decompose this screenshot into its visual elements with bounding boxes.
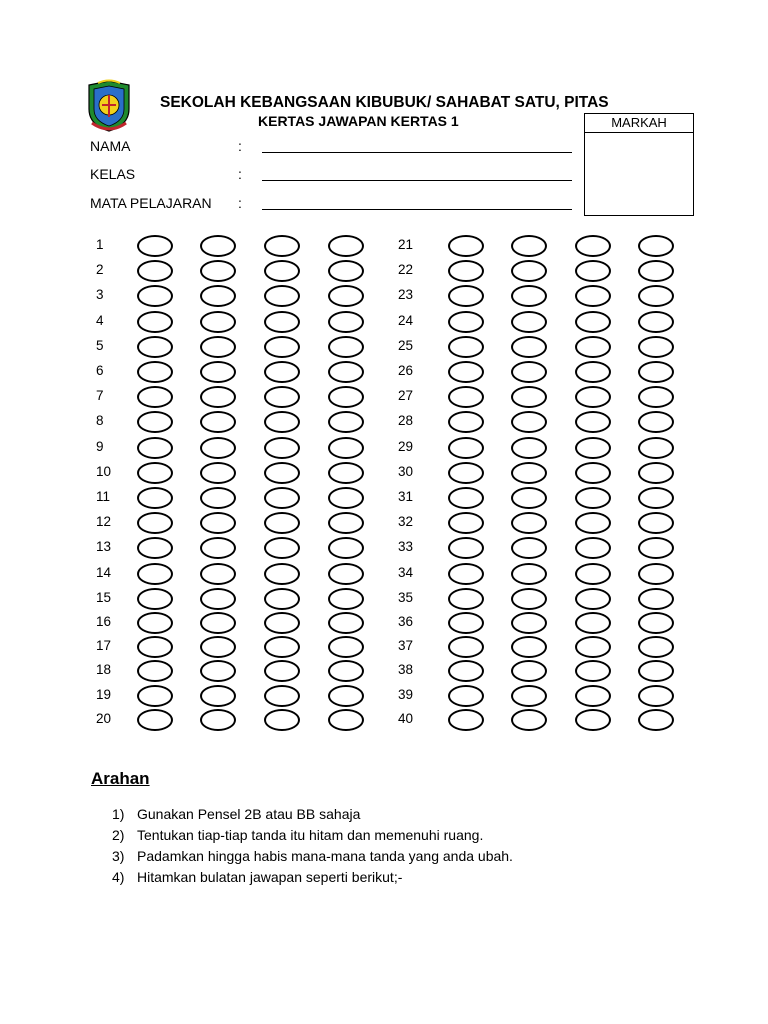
answer-bubble[interactable] — [328, 462, 364, 484]
school-name: SEKOLAH KEBANGSAAN KIBUBUK/ SAHABAT SATU, PITAS — [160, 94, 609, 111]
answer-bubble[interactable] — [328, 563, 364, 585]
answer-bubble[interactable] — [328, 285, 364, 307]
instruction-item — [112, 827, 483, 843]
markah-label: MARKAH — [585, 114, 693, 133]
answer-bubble[interactable] — [511, 411, 547, 433]
instruction-item — [112, 869, 402, 885]
answer-bubble[interactable] — [638, 235, 674, 257]
question-number: 37 — [398, 638, 414, 654]
answer-bubble[interactable] — [448, 537, 484, 559]
answer-bubble[interactable] — [511, 709, 547, 731]
answer-bubble[interactable] — [575, 386, 611, 408]
answer-bubble[interactable] — [638, 487, 674, 509]
kelas-colon: : — [238, 166, 242, 182]
answer-bubble[interactable] — [511, 462, 547, 484]
answer-bubble[interactable] — [264, 685, 300, 707]
answer-bubble[interactable] — [200, 285, 236, 307]
instruction-item — [112, 848, 513, 864]
answer-bubble[interactable] — [200, 709, 236, 731]
answer-bubble[interactable] — [511, 437, 547, 459]
question-number: 28 — [398, 413, 414, 429]
answer-bubble[interactable] — [200, 260, 236, 282]
answer-bubble[interactable] — [511, 487, 547, 509]
answer-bubble[interactable] — [137, 260, 173, 282]
answer-bubble[interactable] — [200, 411, 236, 433]
question-number: 21 — [398, 237, 414, 252]
mata-pelajaran-label: MATA PELAJARAN — [90, 195, 212, 211]
answer-bubble[interactable] — [264, 336, 300, 358]
answer-bubble[interactable] — [264, 563, 300, 585]
answer-bubble[interactable] — [638, 685, 674, 707]
answer-bubble[interactable] — [638, 386, 674, 408]
instruction-number: 1) — [112, 806, 125, 822]
answer-bubble[interactable] — [200, 386, 236, 408]
answer-bubble[interactable] — [511, 311, 547, 333]
question-number: 18 — [96, 662, 112, 678]
answer-bubble[interactable] — [448, 386, 484, 408]
question-number: 3 — [96, 287, 104, 303]
answer-bubble[interactable] — [575, 588, 611, 610]
answer-bubble[interactable] — [575, 336, 611, 358]
answer-bubble[interactable] — [575, 612, 611, 634]
answer-bubble[interactable] — [328, 386, 364, 408]
question-number: 19 — [96, 686, 112, 702]
question-number: 29 — [398, 438, 414, 454]
answer-bubble[interactable] — [328, 311, 364, 333]
answer-bubble[interactable] — [137, 685, 173, 707]
answer-bubble[interactable] — [328, 437, 364, 459]
answer-bubble[interactable] — [448, 709, 484, 731]
question-number: 8 — [96, 413, 104, 429]
answer-bubble[interactable] — [264, 487, 300, 509]
answer-bubble[interactable] — [264, 260, 300, 282]
question-number: 40 — [398, 710, 414, 726]
answer-bubble[interactable] — [638, 636, 674, 658]
answer-bubble[interactable] — [328, 361, 364, 383]
answer-bubble[interactable] — [200, 563, 236, 585]
instruction-item — [112, 806, 360, 822]
answer-bubble[interactable] — [328, 660, 364, 682]
answer-bubble[interactable] — [638, 512, 674, 534]
answer-bubble[interactable] — [264, 636, 300, 658]
answer-bubble[interactable] — [511, 386, 547, 408]
answer-bubble[interactable] — [448, 411, 484, 433]
question-number: 7 — [96, 388, 104, 404]
answer-bubble[interactable] — [448, 361, 484, 383]
question-number: 34 — [398, 564, 414, 580]
answer-bubble[interactable] — [448, 588, 484, 610]
answer-bubble[interactable] — [137, 537, 173, 559]
answer-bubble[interactable] — [448, 336, 484, 358]
question-number: 20 — [96, 710, 112, 726]
question-number: 5 — [96, 337, 104, 353]
answer-bubble[interactable] — [511, 260, 547, 282]
answer-bubble[interactable] — [200, 361, 236, 383]
answer-bubble[interactable] — [638, 311, 674, 333]
question-number: 16 — [96, 614, 112, 629]
answer-bubble[interactable] — [264, 285, 300, 307]
answer-bubble[interactable] — [575, 563, 611, 585]
question-number: 4 — [96, 312, 104, 328]
answer-bubble[interactable] — [328, 612, 364, 634]
instruction-text: Hitamkan bulatan jawapan seperti berikut;- — [137, 869, 403, 885]
answer-bubble[interactable] — [575, 512, 611, 534]
answer-bubble[interactable] — [264, 612, 300, 634]
kelas-label: KELAS — [90, 166, 136, 182]
answer-bubble[interactable] — [264, 537, 300, 559]
answer-bubble[interactable] — [575, 411, 611, 433]
answer-bubble[interactable] — [264, 235, 300, 257]
answer-bubble[interactable] — [200, 636, 236, 658]
question-number: 36 — [398, 614, 414, 629]
answer-bubble[interactable] — [448, 437, 484, 459]
answer-bubble[interactable] — [448, 685, 484, 707]
answer-bubble[interactable] — [575, 487, 611, 509]
question-number: 26 — [398, 363, 414, 378]
answer-bubble[interactable] — [137, 311, 173, 333]
question-number: 1 — [96, 237, 104, 252]
question-number: 35 — [398, 589, 414, 605]
answer-bubble[interactable] — [448, 563, 484, 585]
instruction-text: Tentukan tiap-tiap tanda itu hitam dan memenuhi ruang. — [137, 827, 484, 843]
answer-bubble[interactable] — [638, 336, 674, 358]
answer-bubble[interactable] — [137, 386, 173, 408]
answer-bubble[interactable] — [638, 361, 674, 383]
instructions-title: Arahan — [91, 769, 150, 788]
instruction-number: 2) — [112, 827, 125, 843]
question-number: 22 — [398, 262, 414, 278]
paper-title: KERTAS JAWAPAN KERTAS 1 — [258, 113, 459, 129]
answer-bubble[interactable] — [200, 336, 236, 358]
question-number: 30 — [398, 463, 414, 479]
question-number: 12 — [96, 514, 112, 530]
answer-bubble[interactable] — [200, 512, 236, 534]
question-number: 23 — [398, 287, 414, 303]
answer-bubble[interactable] — [511, 235, 547, 257]
question-number: 14 — [96, 564, 112, 580]
answer-bubble[interactable] — [511, 537, 547, 559]
answer-bubble[interactable] — [575, 636, 611, 658]
answer-bubble[interactable] — [638, 660, 674, 682]
answer-bubble[interactable] — [264, 411, 300, 433]
answer-bubble[interactable] — [137, 636, 173, 658]
answer-bubble[interactable] — [448, 487, 484, 509]
answer-bubble[interactable] — [575, 311, 611, 333]
answer-bubble[interactable] — [137, 612, 173, 634]
answer-bubble[interactable] — [638, 462, 674, 484]
answer-bubble[interactable] — [511, 588, 547, 610]
answer-bubble[interactable] — [264, 709, 300, 731]
question-number: 39 — [398, 686, 414, 702]
answer-bubble[interactable] — [264, 588, 300, 610]
answer-bubble[interactable] — [575, 709, 611, 731]
answer-bubble[interactable] — [200, 437, 236, 459]
instruction-text: Padamkan hingga habis mana-mana tanda yang anda ubah. — [137, 848, 513, 864]
instruction-number: 4) — [112, 869, 125, 885]
question-number: 33 — [398, 539, 414, 555]
answer-bubble[interactable] — [137, 437, 173, 459]
answer-bubble[interactable] — [448, 311, 484, 333]
answer-bubble[interactable] — [638, 588, 674, 610]
answer-bubble[interactable] — [328, 709, 364, 731]
answer-bubble[interactable] — [575, 260, 611, 282]
answer-bubble[interactable] — [638, 612, 674, 634]
question-number: 32 — [398, 514, 414, 530]
answer-bubble[interactable] — [511, 660, 547, 682]
answer-bubble[interactable] — [264, 361, 300, 383]
answer-bubble[interactable] — [328, 636, 364, 658]
answer-bubble[interactable] — [200, 235, 236, 257]
question-number: 27 — [398, 388, 414, 404]
answer-bubble[interactable] — [448, 285, 484, 307]
answer-bubble[interactable] — [328, 537, 364, 559]
answer-bubble[interactable] — [200, 487, 236, 509]
answer-bubble[interactable] — [328, 588, 364, 610]
answer-bubble[interactable] — [200, 685, 236, 707]
answer-bubble[interactable] — [638, 563, 674, 585]
answer-bubble[interactable] — [511, 563, 547, 585]
question-number: 38 — [398, 662, 414, 678]
answer-bubble[interactable] — [137, 285, 173, 307]
answer-bubble[interactable] — [200, 537, 236, 559]
answer-bubble[interactable] — [264, 386, 300, 408]
answer-bubble[interactable] — [264, 512, 300, 534]
answer-bubble[interactable] — [137, 563, 173, 585]
answer-bubble[interactable] — [264, 311, 300, 333]
answer-bubble[interactable] — [575, 537, 611, 559]
answer-bubble[interactable] — [137, 709, 173, 731]
answer-bubble[interactable] — [511, 336, 547, 358]
answer-bubble[interactable] — [264, 660, 300, 682]
answer-bubble[interactable] — [137, 588, 173, 610]
answer-bubble[interactable] — [575, 285, 611, 307]
question-number: 15 — [96, 589, 112, 605]
answer-bubble[interactable] — [264, 462, 300, 484]
answer-bubble[interactable] — [448, 636, 484, 658]
answer-bubble[interactable] — [200, 462, 236, 484]
question-number: 10 — [96, 463, 112, 479]
answer-bubble[interactable] — [638, 437, 674, 459]
answer-bubble[interactable] — [511, 636, 547, 658]
answer-bubble[interactable] — [448, 462, 484, 484]
answer-bubble[interactable] — [448, 612, 484, 634]
answer-bubble[interactable] — [575, 462, 611, 484]
instruction-text: Gunakan Pensel 2B atau BB sahaja — [137, 806, 361, 822]
question-number: 2 — [96, 262, 104, 278]
answer-bubble[interactable] — [511, 685, 547, 707]
answer-bubble[interactable] — [575, 660, 611, 682]
answer-bubble[interactable] — [137, 336, 173, 358]
question-number: 17 — [96, 638, 112, 654]
question-number: 31 — [398, 489, 414, 504]
nama-label: NAMA — [90, 138, 131, 154]
answer-bubble[interactable] — [575, 437, 611, 459]
question-number: 24 — [398, 312, 414, 328]
answer-bubble[interactable] — [328, 235, 364, 257]
answer-bubble[interactable] — [200, 588, 236, 610]
instruction-number: 3) — [112, 848, 125, 864]
answer-bubble[interactable] — [137, 361, 173, 383]
answer-bubble[interactable] — [328, 260, 364, 282]
mata-pelajaran-colon: : — [238, 195, 242, 211]
answer-bubble[interactable] — [638, 285, 674, 307]
nama-colon: : — [238, 138, 242, 154]
answer-bubble[interactable] — [575, 361, 611, 383]
answer-bubble[interactable] — [200, 660, 236, 682]
answer-bubble[interactable] — [511, 512, 547, 534]
answer-bubble[interactable] — [137, 512, 173, 534]
answer-bubble[interactable] — [328, 411, 364, 433]
answer-bubble[interactable] — [200, 311, 236, 333]
answer-bubble[interactable] — [638, 709, 674, 731]
answer-bubble[interactable] — [448, 260, 484, 282]
answer-bubble[interactable] — [448, 660, 484, 682]
answer-bubble[interactable] — [328, 685, 364, 707]
question-number: 6 — [96, 363, 104, 378]
answer-bubble[interactable] — [638, 537, 674, 559]
answer-bubble[interactable] — [137, 411, 173, 433]
question-number: 25 — [398, 337, 414, 353]
answer-bubble[interactable] — [638, 260, 674, 282]
answer-bubble[interactable] — [448, 235, 484, 257]
answer-bubble[interactable] — [137, 235, 173, 257]
answer-bubble[interactable] — [511, 612, 547, 634]
answer-bubble[interactable] — [137, 462, 173, 484]
answer-bubble[interactable] — [575, 685, 611, 707]
question-number: 11 — [96, 489, 111, 504]
answer-bubble[interactable] — [511, 361, 547, 383]
answer-bubble[interactable] — [328, 487, 364, 509]
question-number: 13 — [96, 539, 112, 555]
answer-bubble[interactable] — [448, 512, 484, 534]
answer-bubble[interactable] — [638, 411, 674, 433]
answer-bubble[interactable] — [137, 487, 173, 509]
answer-bubble[interactable] — [137, 660, 173, 682]
answer-bubble[interactable] — [264, 437, 300, 459]
answer-bubble[interactable] — [511, 285, 547, 307]
answer-bubble[interactable] — [328, 336, 364, 358]
question-number: 9 — [96, 438, 104, 454]
answer-bubble[interactable] — [200, 612, 236, 634]
answer-bubble[interactable] — [575, 235, 611, 257]
answer-bubble[interactable] — [328, 512, 364, 534]
